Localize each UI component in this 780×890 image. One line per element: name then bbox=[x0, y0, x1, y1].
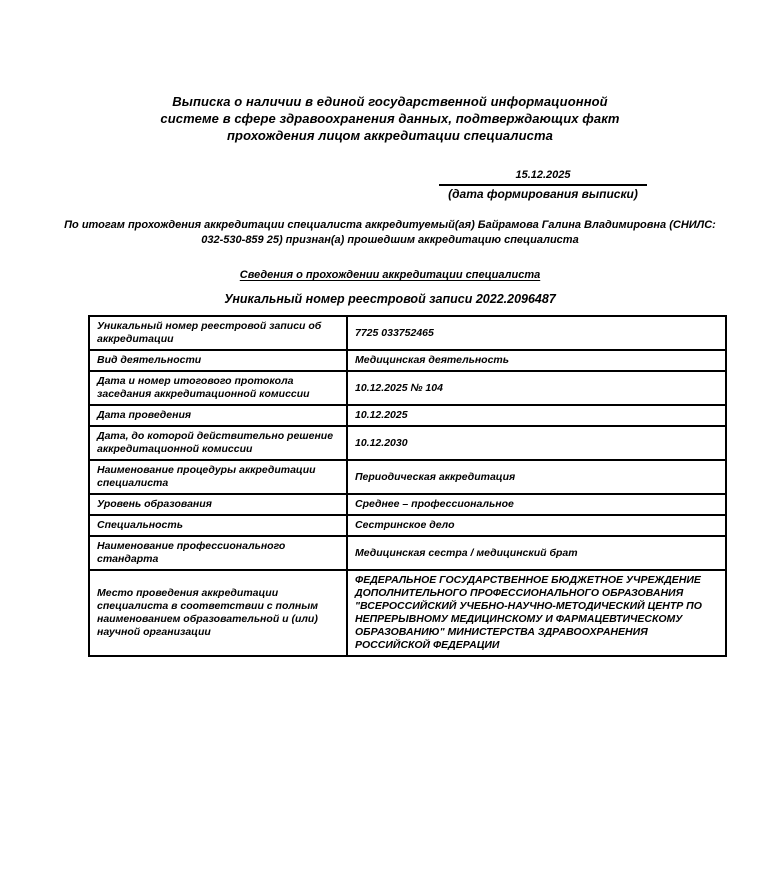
row-label: Наименование профессионального стандарта bbox=[89, 536, 347, 570]
row-label: Дата проведения bbox=[89, 405, 347, 426]
title-line-3: прохождения лицом аккредитации специалиста bbox=[227, 128, 553, 143]
row-label: Уровень образования bbox=[89, 494, 347, 515]
row-label: Дата, до которой действительно решение аккредитационной комиссии bbox=[89, 426, 347, 460]
table-row bbox=[89, 405, 726, 426]
row-label: Вид деятельности bbox=[89, 350, 347, 371]
table-row bbox=[89, 460, 726, 494]
row-label: Уникальный номер реестровой записи об аккредитации bbox=[89, 316, 347, 350]
section-heading: Сведения о прохождении аккредитации специалиста bbox=[239, 269, 541, 281]
table-row bbox=[89, 316, 726, 350]
table-row bbox=[89, 536, 726, 570]
row-value: Медицинская деятельность bbox=[347, 350, 726, 371]
title-line-1: Выписка о наличии в единой государственной информационной bbox=[172, 94, 608, 109]
row-label: Наименование процедуры аккредитации специалиста bbox=[89, 460, 347, 494]
accreditation-table-body bbox=[89, 316, 726, 656]
intro-paragraph bbox=[60, 218, 720, 247]
row-label: Место проведения аккредитации специалиста в соответствии с полным наименованием образовательной и (или) научной организации bbox=[89, 570, 347, 656]
table-row bbox=[89, 350, 726, 371]
table-row bbox=[89, 371, 726, 405]
registry-number-heading: Уникальный номер реестровой записи 2022.2096487 bbox=[224, 292, 556, 306]
table-row bbox=[89, 494, 726, 515]
formation-date-caption: (дата формирования выписки) bbox=[448, 187, 638, 201]
intro-line-1: По итогам прохождения аккредитации специалиста аккредитуемый(ая) Байрамова Галина Владимировна (СНИЛС: bbox=[64, 219, 716, 231]
row-value: Сестринское дело bbox=[347, 515, 726, 536]
intro-line-2: 032-530-859 25) признан(а) прошедшим аккредитацию специалиста bbox=[201, 233, 579, 246]
table-row bbox=[89, 515, 726, 536]
row-value: 10.12.2030 bbox=[347, 426, 726, 460]
table-row bbox=[89, 426, 726, 460]
row-value: Медицинская сестра / медицинский брат bbox=[347, 536, 726, 570]
formation-date-block bbox=[439, 168, 647, 201]
accreditation-table bbox=[88, 315, 727, 657]
row-value: 10.12.2025 № 104 bbox=[347, 371, 726, 405]
row-value: 7725 033752465 bbox=[347, 316, 726, 350]
table-row bbox=[89, 570, 726, 656]
row-label: Специальность bbox=[89, 515, 347, 536]
row-value: Периодическая аккредитация bbox=[347, 460, 726, 494]
row-value: 10.12.2025 bbox=[347, 405, 726, 426]
document-title bbox=[120, 0, 660, 144]
row-value: ФЕДЕРАЛЬНОЕ ГОСУДАРСТВЕННОЕ БЮДЖЕТНОЕ УЧРЕЖДЕНИЕ ДОПОЛНИТЕЛЬНОГО ПРОФЕССИОНАЛЬНОГО ОБРАЗОВАНИЯ "ВСЕРОССИЙСКИЙ УЧЕБНО-НАУЧНО-МЕТОДИЧЕСКИЙ ЦЕНТР ПО НЕПРЕРЫВНОМУ МЕДИЦИНСКОМУ И ФАРМАЦЕВТИЧЕСКОМУ ОБРАЗОВАНИЮ" МИНИСТЕРСТВА ЗДРАВООХРАНЕНИЯ РОССИЙСКОЙ ФЕДЕРАЦИИ bbox=[347, 570, 726, 656]
row-label: Дата и номер итогового протокола заседания аккредитационной комиссии bbox=[89, 371, 347, 405]
formation-date: 15.12.2025 bbox=[439, 168, 647, 186]
title-line-2: системе в сфере здравоохранения данных, подтверждающих факт bbox=[160, 111, 620, 126]
row-value: Среднее – профессиональное bbox=[347, 494, 726, 515]
